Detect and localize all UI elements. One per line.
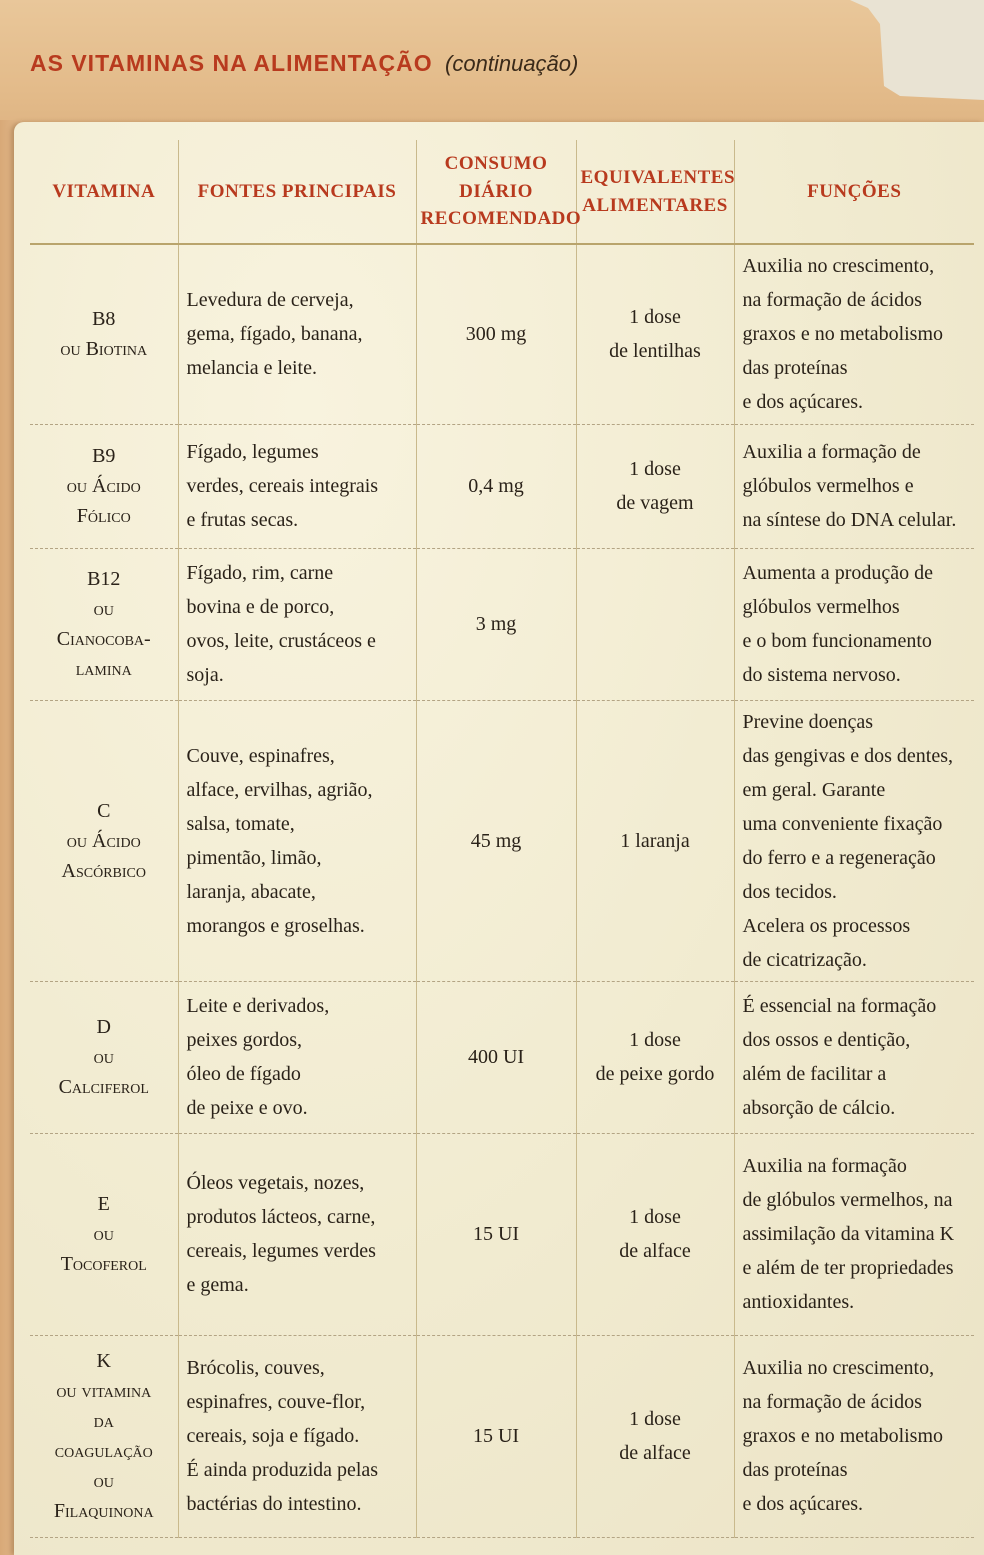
page-title [30,50,578,77]
cell-consumo: 0,4 mg [416,424,576,548]
table-row-d [30,981,974,1133]
subtitle-text: (continuação) [445,51,579,76]
cell-funcoes: Auxilia no crescimento, na formação de ácidos graxos e no metabolismo das proteínas e dos açúcares. [734,1335,974,1537]
cell-consumo: 15 UI [416,1335,576,1537]
cell-equivalentes: 1 dose de alface [576,1133,734,1335]
cell-equivalentes: 1 dose de vagem [576,424,734,548]
cell-consumo: 15 UI [416,1133,576,1335]
header-funcoes: FUNÇÕES [734,140,974,244]
cell-vitamina: K ou vitamina da coagulação ou Filaquinona [30,1335,178,1537]
cell-funcoes: Aumenta a produção de glóbulos vermelhos e o bom funcionamento do sistema nervoso. [734,548,974,700]
cell-equivalentes [576,548,734,700]
header-row [30,140,974,244]
cell-fontes: Leite e derivados, peixes gordos, óleo de fígado de peixe e ovo. [178,981,416,1133]
table-row-k [30,1335,974,1537]
vitamins-table [30,140,974,1538]
cell-fontes: Levedura de cerveja, gema, fígado, banana, melancia e leite. [178,244,416,424]
cell-consumo: 3 mg [416,548,576,700]
cell-funcoes: Previne doenças das gengivas e dos dentes, em geral. Garante uma conveniente fixação do ferro e a regeneração dos tecidos. Acelera os processos de cicatrização. [734,700,974,981]
cell-vitamina: B8 ou Biotina [30,244,178,424]
header-vitamina: VITAMINA [30,140,178,244]
title-text: AS VITAMINAS NA ALIMENTAÇÃO [30,50,433,76]
table-row-e [30,1133,974,1335]
cell-vitamina: E ou Tocoferol [30,1133,178,1335]
header-consumo: CONSUMO DIÁRIO RECOMENDADO [416,140,576,244]
cell-vitamina: B9 ou Ácido Fólico [30,424,178,548]
cell-fontes: Fígado, legumes verdes, cereais integrais e frutas secas. [178,424,416,548]
cell-fontes: Brócolis, couves, espinafres, couve-flor, cereais, soja e fígado. É ainda produzida pelas bactérias do intestino. [178,1335,416,1537]
cell-vitamina: B12 ou Cianocoba- lamina [30,548,178,700]
cell-consumo: 400 UI [416,981,576,1133]
cell-equivalentes: 1 dose de peixe gordo [576,981,734,1133]
cell-fontes: Óleos vegetais, nozes, produtos lácteos, carne, cereais, legumes verdes e gema. [178,1133,416,1335]
cell-vitamina: C ou Ácido Ascórbico [30,700,178,981]
cell-funcoes: Auxilia a formação de glóbulos vermelhos e na síntese do DNA celular. [734,424,974,548]
table-row-b9 [30,424,974,548]
cell-fontes: Fígado, rim, carne bovina e de porco, ovos, leite, crustáceos e soja. [178,548,416,700]
table-row-b8 [30,244,974,424]
cell-equivalentes: 1 dose de lentilhas [576,244,734,424]
cell-consumo: 300 mg [416,244,576,424]
cell-equivalentes: 1 laranja [576,700,734,981]
cell-funcoes: Auxilia no crescimento, na formação de ácidos graxos e no metabolismo das proteínas e dos açúcares. [734,244,974,424]
cell-equivalentes: 1 dose de alface [576,1335,734,1537]
cell-funcoes: Auxilia na formação de glóbulos vermelhos, na assimilação da vitamina K e além de ter propriedades antioxidantes. [734,1133,974,1335]
cell-vitamina: D ou Calciferol [30,981,178,1133]
header-fontes: FONTES PRINCIPAIS [178,140,416,244]
table-row-b12 [30,548,974,700]
header-equivalentes: EQUIVALENTES ALIMENTARES [576,140,734,244]
table-row-c [30,700,974,981]
cell-fontes: Couve, espinafres, alface, ervilhas, agrião, salsa, tomate, pimentão, limão, laranja, abacate, morangos e groselhas. [178,700,416,981]
cell-funcoes: É essencial na formação dos ossos e dentição, além de facilitar a absorção de cálcio. [734,981,974,1133]
cell-consumo: 45 mg [416,700,576,981]
